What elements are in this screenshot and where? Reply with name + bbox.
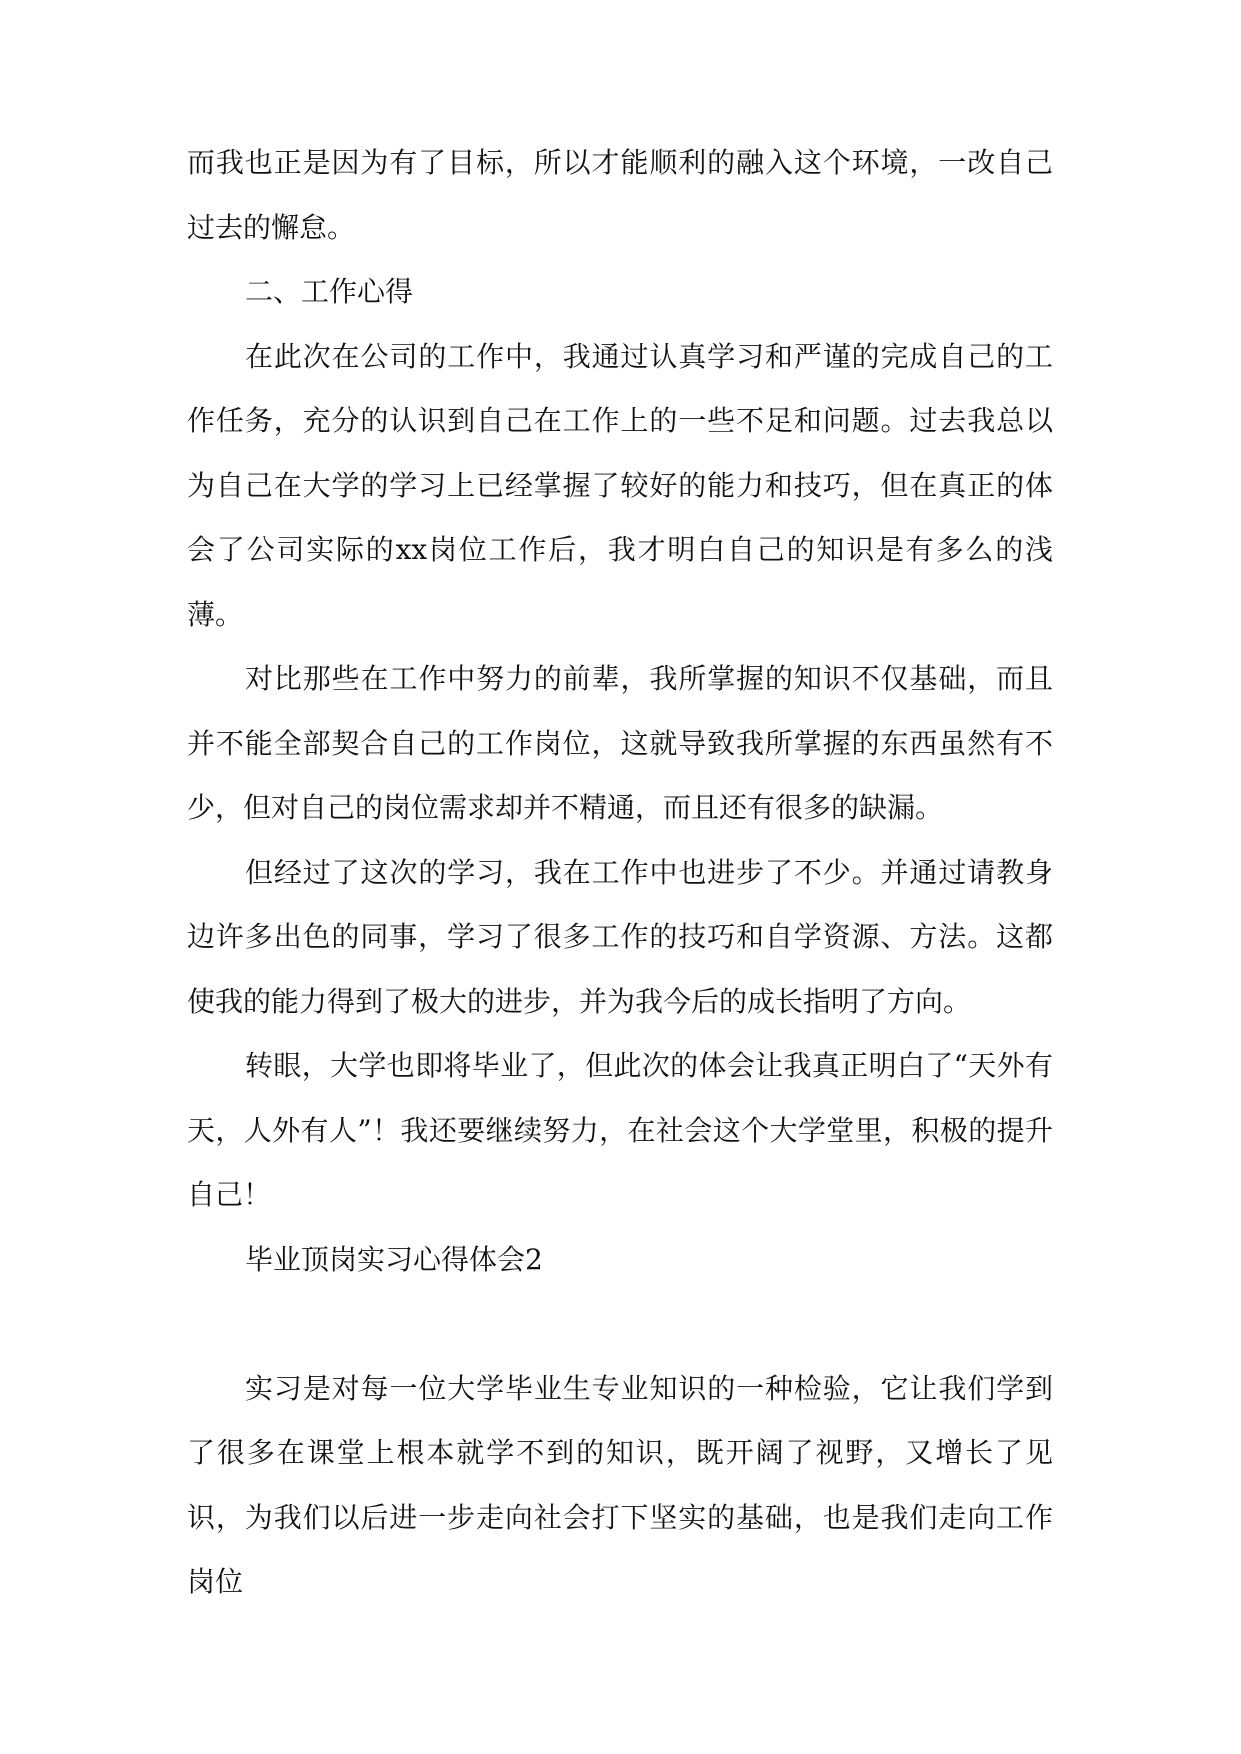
paragraph: 但经过了这次的学习，我在工作中也进步了不少。并通过请教身边许多出色的同事，学习了很多工作的技巧和自学资源、方法。这都使我的能力得到了极大的进步，并为我今后的成长指明了方向。: [187, 855, 1053, 1018]
paragraph: 转眼，大学也即将毕业了，但此次的体会让我真正明白了“天外有天，人外有人”！我还要继续努力，在社会这个大学堂里，积极的提升自己！: [187, 1049, 1053, 1211]
section-heading-internship-2: 毕业顶岗实习心得体会2: [245, 1242, 543, 1276]
paragraph: 对比那些在工作中努力的前辈，我所掌握的知识不仅基础，而且并不能全部契合自己的工作岗位，这就导致我所掌握的东西虽然有不少，但对自己的岗位需求却并不精通，而且还有很多的缺漏。: [187, 662, 1053, 824]
section-heading-work-experience: 二、工作心得: [245, 275, 414, 308]
paragraph: 在此次在公司的工作中，我通过认真学习和严谨的完成自己的工作任务，充分的认识到自己在工作上的一些不足和问题。过去我总以为自己在大学的学习上已经掌握了较好的能力和技巧，但在真正的体会了公司实际的xx岗位工作后，我才明白自己的知识是有多么的浅薄。: [187, 339, 1053, 631]
paragraph: 实习是对每一位大学毕业生专业知识的一种检验，它让我们学到了很多在课堂上根本就学不到的知识，既开阔了视野，又增长了见识，为我们以后进一步走向社会打下坚实的基础，也是我们走向工作岗位: [187, 1371, 1053, 1598]
paragraph-continuation: 而我也正是因为有了目标，所以才能顺利的融入这个环境，一改自己过去的懈怠。: [187, 146, 1053, 244]
blank-line: [187, 1292, 1053, 1357]
document-body: [187, 131, 1053, 1615]
